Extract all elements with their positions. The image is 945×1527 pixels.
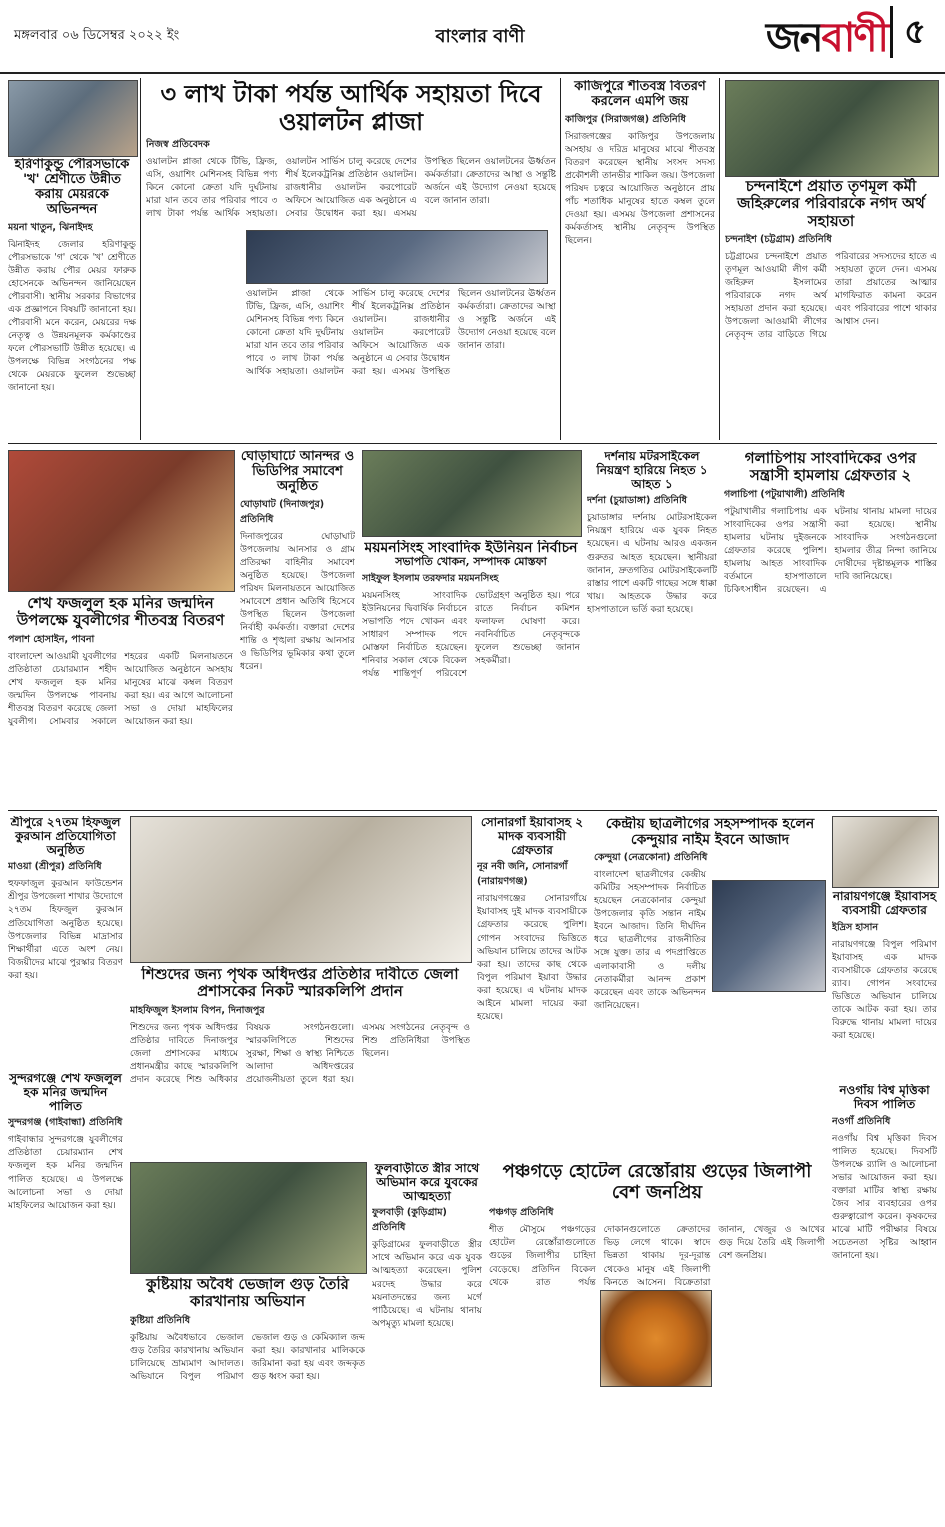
page-number: ৫ xyxy=(890,6,937,58)
article-byline: সুন্দরগঞ্জ (গাইবান্ধা) প্রতিনিধি xyxy=(8,1117,123,1129)
article-title: নারায়ণগঞ্জে ইয়াবাসহ ব্যবসায়ী গ্রেফতার xyxy=(832,890,937,917)
article-body: কুষ্টিয়ায় অবৈধভাবে ভেজাল গুড় তৈরির কারখানায় অভিযান চালিয়েছে ভ্রাম্যমাণ আদালত। অভিযানে বিপুল পরিমাণ ভেজাল গুড় ও কেমিক্যাল জব্দ করা হয়। কারখানার মালিককে জরিমানা করা হয় এবং জব্দকৃত গুড় ধ্বংস করা হয়। xyxy=(130,1332,365,1382)
article-title: দর্শনায় মটরসাইকেল নিয়ন্ত্রণ হারিয়ে নিহত ১ আহত ১ xyxy=(596,450,708,491)
article-byline: মাহফিজুল ইসলাম বিপন, দিনাজপুর xyxy=(130,1004,265,1016)
walton-event-photo xyxy=(246,230,548,284)
article-body: শীত মৌসুমে পঞ্চগড়ের হোটেল রেস্তোঁরাগুলোতে গুড়ের জিলাপীর চাহিদা বেড়েছে। প্রতিদিন বিকেল থেকে রাত পর্যন্ত দোকানগুলোতে ক্রেতাদের ভিড় লেগে থাকে। স্বাদে ভিন্নতা থাকায় দূর-দূরান্ত থেকেও মানুষ এই জিলাপী কিনতে আসেন। বিক্রেতারা জানান, খেজুর ও আখের গুড় দিয়ে তৈরি এই জিলাপী বেশ জনপ্রিয়। xyxy=(489,1225,825,1288)
article-kazipur xyxy=(565,80,715,440)
article-body: চুয়াডাঙ্গার দর্শনায় মোটরসাইকেল নিয়ন্ত্রণ হারিয়ে এক যুবক নিহত হয়েছেন। এ ঘটনায় আরও একজন গুরুতর আহত হয়েছেন। স্থানীয়রা জানান, দ্রুতগতির মোটরসাইকেলটি রাস্তার পাশে একটি গাছের সঙ্গে ধাক্কা খায়। আহতকে উদ্ধার করে হাসপাতালে ভর্তি করা হয়েছে। xyxy=(587,513,717,615)
article-kushtia xyxy=(130,1276,365,1519)
journalist-union-photo xyxy=(362,450,582,537)
article-title: কেন্দ্রীয় ছাত্রলীগের সহসম্পাদক হলেন কেন্দুয়ার নাইম ইবনে আজাদ xyxy=(605,816,815,849)
article-byline: নূর নবী জনি, সোনারগাঁ (নারায়ণগঞ্জ) xyxy=(477,861,568,888)
masthead xyxy=(0,0,945,74)
article-byline: পলাশ হোসাইন, পাবনা xyxy=(8,633,95,645)
article-body: ঝিনাইদহ জেলার হরিণাকুন্ডু পৌরসভাকে 'গ' থেকে 'খ' শ্রেণীতে উন্নীত করায় পৌর মেয়র ফারুক হোসেনকে অভিনন্দন জানিয়েছেন পৌরবাসী। স্থানীয় সরকার বিভাগের এক প্রজ্ঞাপনে বিষয়টি জানানো হয়। পৌরবাসী মনে করেন, মেয়রের দক্ষ নেতৃত্ব ও উন্নয়নমূলক কর্মকাণ্ডের ফলে পৌরসভাটি উন্নীত হয়েছে। এ উপলক্ষে বিভিন্ন সংগঠনের পক্ষ থেকে মেয়রকে ফুলেল শুভেচ্ছা জানানো হয়। xyxy=(8,239,136,394)
column-rule xyxy=(719,78,720,440)
article-title: নওগাঁয় বিশ্ব মৃত্তিকা দিবস পালিত xyxy=(839,1084,930,1111)
raid-photo xyxy=(130,1162,367,1274)
article-byline: নওগাঁ প্রতিনিধি xyxy=(832,1115,891,1127)
article-byline: সাইফুল ইসলাম তরফদার ময়মনসিংহ xyxy=(362,572,499,584)
newspaper-logo: জনবাণী xyxy=(765,15,887,61)
article-darshana xyxy=(587,450,717,805)
article-title: ময়মনসিংহ সাংবাদিক ইউনিয়ন নির্বাচন xyxy=(364,540,578,556)
article-body: নারায়ণগঞ্জের সোনারগাঁয়ে ইয়াবাসহ দুই মাদক ব্যবসায়ীকে গ্রেফতার করেছে পুলিশ। গোপন সংবাদের ভিত্তিতে অভিযান চালিয়ে তাদের আটক করা হয়। তাদের কাছ থেকে বিপুল পরিমাণ ইয়াবা উদ্ধার করা হয়েছে। এ ঘটনায় মাদক আইনে মামলা দায়ের করা হয়েছে। xyxy=(477,894,587,1022)
article-title: কাজিপুরে শীতবস্ত্র বিতরণ করলেন এমপি জয় xyxy=(574,80,706,109)
row-rule xyxy=(8,810,937,811)
article-byline: ময়না খাতুন, ঝিনাইদহ xyxy=(8,221,93,233)
article-harinakundu xyxy=(8,158,136,440)
article-title: ৩ লাখ টাকা পর্যন্ত আর্থিক সহায়তা দিবে ওয়ালটন প্লাজা xyxy=(160,80,542,136)
article-byline: দর্শনা (চুয়াডাঙ্গা) প্রতিনিধি xyxy=(587,495,687,507)
section-title: বাংলার বাণী xyxy=(435,26,525,47)
jubo-league-photo xyxy=(8,450,235,592)
article-chandanaish xyxy=(725,178,937,440)
article-byline: নিজস্ব প্রতিবেদক xyxy=(146,139,210,151)
column-rule xyxy=(560,78,561,440)
article-body: চট্টগ্রামের চন্দনাইশে প্রয়াত তৃণমূল আওয়ামী লীগ কর্মী জহিরুল ইসলামের পরিবারকে নগদ অর্থ সহায়তা প্রদান করা হয়েছে। উপজেলা আওয়ামী লীগের নেতৃবৃন্দ তার বাড়িতে গিয়ে পরিবারের সদস্যদের হাতে এ সহায়তা তুলে দেন। এসময় তারা প্রয়াতের আত্মার মাগফিরাত কামনা করেন এবং পরিবারের পাশে থাকার আশ্বাস দেন। xyxy=(725,251,937,341)
article-title: সোনারগাঁ ইয়াবাসহ ২ মাদক ব্যবসায়ী গ্রেফতার xyxy=(480,816,584,857)
article-narayanganj xyxy=(832,890,937,1080)
article-ghoraghat xyxy=(240,450,355,805)
article-dinajpur xyxy=(130,966,470,1156)
jilapi-photo xyxy=(600,1290,712,1387)
column-rule xyxy=(140,78,141,440)
mayor-photo xyxy=(8,80,138,157)
article-sreepur xyxy=(8,816,123,1066)
article-body: পটুয়াখালীর গলাচিপায় এক সাংবাদিকের ওপর সন্ত্রাসী হামলার ঘটনায় দুইজনকে গ্রেফতার করেছে পুলিশ। হামলায় আহত সাংবাদিক বর্তমানে হাসপাতালে চিকিৎসাধীন রয়েছেন। এ ঘটনায় থানায় মামলা দায়ের করা হয়েছে। স্থানীয় সাংবাদিক সংগঠনগুলো হামলার তীব্র নিন্দা জানিয়ে দোষীদের দৃষ্টান্তমূলক শাস্তির দাবি জানিয়েছে। xyxy=(724,506,937,595)
seized-yaba-photo xyxy=(832,816,939,888)
article-byline: গলাচিপা (পটুয়াখালী) প্রতিনিধি xyxy=(724,488,845,500)
chandanaish-photo xyxy=(725,80,939,177)
article-byline: মাওয়া (শ্রীপুর) প্রতিনিধি xyxy=(8,861,102,873)
article-title: কুষ্টিয়ায় অবৈধ ভেজাল গুড় তৈরি কারখানায় অভিযান xyxy=(146,1276,349,1311)
article-fulbari xyxy=(372,1162,482,1519)
article-body: শিশুদের জন্য পৃথক অধিদপ্তর প্রতিষ্ঠার দাবিতে দিনাজপুর জেলা প্রশাসকের মাধ্যমে প্রধানমন্ত্রীর কাছে স্মারকলিপি প্রদান করেছে শিশু অধিকার বিষয়ক সংগঠনগুলো। স্মারকলিপিতে শিশুদের সুরক্ষা, শিক্ষা ও স্বাস্থ্য নিশ্চিতে আলাদা অধিদপ্তরের প্রয়োজনীয়তা তুলে ধরা হয়। এসময় সংগঠনের নেতৃবৃন্দ ও শিশু প্রতিনিধিরা উপস্থিত ছিলেন। xyxy=(130,1022,470,1085)
article-title: শিশুদের জন্য পৃথক অধিদপ্তর প্রতিষ্ঠার দাবীতে জেলা প্রশাসকের নিকট স্মারকলিপি প্রদান xyxy=(141,966,459,1001)
article-body: নারায়ণগঞ্জে বিপুল পরিমাণ ইয়াবাসহ এক মাদক ব্যবসায়ীকে গ্রেফতার করেছে র‍্যাব। গোপন সংবাদের ভিত্তিতে অভিযান চালিয়ে তাকে আটক করা হয়। তার বিরুদ্ধে থানায় মামলা দায়ের করা হয়েছে। xyxy=(832,939,937,1041)
article-body: দিনাজপুরের ঘোড়াঘাট উপজেলায় আনসার ও গ্রাম প্রতিরক্ষা বাহিনীর সমাবেশ অনুষ্ঠিত হয়েছে। উপজেলা পরিষদ মিলনায়তনে আয়োজিত সমাবেশে প্রধান অতিথি হিসেবে উপস্থিত ছিলেন উপজেলা নির্বাহী কর্মকর্তা। বক্তারা দেশের শান্তি ও শৃঙ্খলা রক্ষায় আনসার ও ভিডিপির ভূমিকার কথা তুলে ধরেন। xyxy=(240,531,355,673)
article-body: কুড়িগ্রামের ফুলবাড়ীতে স্ত্রীর সাথে অভিমান করে এক যুবক আত্মহত্যা করেছেন। পুলিশ মরদেহ উদ্ধার করে ময়নাতদন্তের জন্য মর্গে পাঠিয়েছে। এ ঘটনায় থানায় অপমৃত্যু মামলা হয়েছে। xyxy=(372,1240,482,1329)
article-body: ওয়ালটন প্লাজা থেকে টিভি, ফ্রিজ, এসি, ওয়াশিং মেশিনসহ বিভিন্ন পণ্য কিনে কোনো ক্রেতা যদি দুর্ঘটনায় মারা যান তবে তার পরিবার পাবে ৩ লাখ টাকা পর্যন্ত আর্থিক সহায়তা। ওয়ালটন সার্ভিস চালু করেছে দেশের শীর্ষ ইলেকট্রনিক্স প্রতিষ্ঠান ওয়ালটন। রাজধানীর ওয়ালটন করপোরেট অফিসে আয়োজিত এক অনুষ্ঠানে এ সেবার উদ্বোধন করা হয়। এসময় উপস্থিত ছিলেন ওয়ালটনের ঊর্ধ্বতন কর্মকর্তারা। ক্রেতাদের আস্থা ও সন্তুষ্টি অর্জনে এই উদ্যোগ নেওয়া হয়েছে বলে জানান তারা। xyxy=(146,157,556,220)
article-title: শেখ ফজলুল হক মনির জন্মদিন উপলক্ষে যুবলীগের শীতবস্ত্র বিতরণ xyxy=(16,595,225,630)
article-body: বাংলাদেশ ছাত্রলীগের কেন্দ্রীয় কমিটির সহসম্পাদক নির্বাচিত হয়েছেন নেত্রকোনার কেন্দুয়া উপজেলার কৃতি সন্তান নাইম ইবনে আজাদ। তিনি দীর্ঘদিন ধরে ছাত্রলীগের রাজনীতির সঙ্গে যুক্ত। তার এ পদপ্রাপ্তিতে এলাকাবাসী ও দলীয় নেতাকর্মীরা আনন্দ প্রকাশ করেছেন এবং তাকে অভিনন্দন জানিয়েছেন। xyxy=(594,870,706,1011)
article-byline: ঘোড়াঘাট (দিনাজপুর) প্রতিনিধি xyxy=(240,498,325,525)
article-byline: কাজিপুর (সিরাজগঞ্জ) প্রতিনিধি xyxy=(565,113,686,125)
article-title: পঞ্চগড়ে হোটেল রেস্তোঁরায় গুড়ের জিলাপী বেশ জনপ্রিয় xyxy=(502,1162,812,1203)
article-title: হরিণাকুন্ডু পৌরসভাকে 'খ' শ্রেণীতে উন্নীত করায় মেয়রকে অভিনন্দন xyxy=(14,158,130,217)
article-body: নওগাঁয় বিশ্ব মৃত্তিকা দিবস পালিত হয়েছে। দিবসটি উপলক্ষে র‍্যালি ও আলোচনা সভার আয়োজন করা হয়। বক্তারা মাটির স্বাস্থ্য রক্ষায় জৈব সার ব্যবহারের ওপর গুরুত্বারোপ করেন। কৃষকদের মাঝে মাটি পরীক্ষার বিষয়ে সচেতনতা সৃষ্টির আহ্বান জানানো হয়। xyxy=(832,1133,937,1262)
article-title: ঘোড়াঘাটে আনন্দর ও ভিডিপির সমাবেশ অনুষ্ঠিত xyxy=(240,450,355,494)
article-byline: কেন্দুয়া (নেত্রকোনা) প্রতিনিধি xyxy=(594,852,708,864)
article-byline: কুষ্টিয়া প্রতিনিধি xyxy=(130,1314,191,1326)
article-mymensingh xyxy=(362,540,580,805)
article-walton-continued: ওয়ালটন প্লাজা থেকে টিভি, ফ্রিজ, এসি, ওয়াশিং মেশিনসহ বিভিন্ন পণ্য কিনে কোনো ক্রেতা যদি দুর্ঘটনায় মারা যান তবে তার পরিবার পাবে ৩ লাখ টাকা পর্যন্ত আর্থিক সহায়তা। ওয়ালটন সার্ভিস চালু করেছে দেশের শীর্ষ ইলেকট্রনিক্স প্রতিষ্ঠান ওয়ালটন। রাজধানীর ওয়ালটন করপোরেট অফিসে আয়োজিত এক অনুষ্ঠানে এ সেবার উদ্বোধন করা হয়। এসময় উপস্থিত ছিলেন ওয়ালটনের ঊর্ধ্বতন কর্মকর্তারা। ক্রেতাদের আস্থা ও সন্তুষ্টি অর্জনে এই উদ্যোগ নেওয়া হয়েছে বলে জানান তারা। xyxy=(246,289,556,378)
article-title: সুন্দরগঞ্জে শেখ ফজলুল হক মনির জন্মদিন পালিত xyxy=(9,1072,122,1113)
article-byline: ফুলবাড়ী (কুড়িগ্রাম) প্রতিনিধি xyxy=(372,1207,447,1234)
article-pabna xyxy=(8,595,233,805)
article-subtitle: সভাপতি খোকন, সম্পাদক মোস্তফা xyxy=(395,555,547,569)
article-sonargaon xyxy=(477,816,587,1156)
article-title: শ্রীপুরে ২৭তম হিফজুল কুরআন প্রতিযোগিতা অনুষ্ঠিত xyxy=(10,816,121,857)
article-body: ময়মনসিংহ সাংবাদিক ইউনিয়নের দ্বিবার্ষিক নির্বাচনে সভাপতি পদে খোকন এবং সাধারণ সম্পাদক পদে মোস্তফা নির্বাচিত হয়েছেন। শনিবার সকাল থেকে বিকেল পর্যন্ত শান্তিপূর্ণ পরিবেশে ভোটগ্রহণ অনুষ্ঠিত হয়। পরে রাতে নির্বাচন কমিশন ফলাফল ঘোষণা করে। নবনির্বাচিত নেতৃবৃন্দকে ফুলেল শুভেচ্ছা জানান সহকর্মীরা। xyxy=(362,590,580,680)
article-body: বাংলাদেশ আওয়ামী যুবলীগের প্রতিষ্ঠাতা চেয়ারম্যান শহীদ শেখ ফজলুল হক মনির জন্মদিন উপলক্ষে পাবনায় শীতবস্ত্র বিতরণ করেছে জেলা যুবলীগ। সোমবার সকালে শহরের একটি মিলনায়তনে আয়োজিত অনুষ্ঠানে অসহায় মানুষের মাঝে কম্বল বিতরণ করা হয়। এর আগে আলোচনা সভা ও দোয়া মাহফিলের আয়োজন করা হয়। xyxy=(8,651,233,727)
issue-date: মঙ্গলবার ০৬ ডিসেম্বর ২০২২ ইং xyxy=(14,28,180,43)
memorandum-photo xyxy=(130,816,472,963)
article-title: ফুলবাড়ীতে স্ত্রীর সাথে অভিমান করে যুবকের আত্মহত্যা xyxy=(374,1162,480,1203)
article-title: গলাচিপায় সাংবাদিকের ওপর সন্ত্রাসী হামলায় গ্রেফতার ২ xyxy=(744,450,917,485)
article-byline: ইদ্রিস হাসান xyxy=(832,921,879,933)
article-body: সিরাজগঞ্জের কাজিপুর উপজেলায় অসহায় ও দরিদ্র মানুষের মাঝে শীতবস্ত্র বিতরণ করেছেন স্থানীয় সংসদ সদস্য প্রকৌশলী তানভীর শাকিল জয়। উপজেলা পরিষদ চত্বরে আয়োজিত অনুষ্ঠানে প্রায় পাঁচ শতাধিক মানুষের হাতে কম্বল তুলে দেওয়া হয়। এসময় উপজেলা প্রশাসনের কর্মকর্তাসহ স্থানীয় নেতৃবৃন্দ উপস্থিত ছিলেন। xyxy=(565,131,715,247)
article-title: চন্দনাইশে প্রয়াত তৃণমূল কর্মী জহিরুলের পরিবারকে নগদ অর্থ সহায়তা xyxy=(737,178,925,230)
row-rule xyxy=(8,443,937,444)
article-sundarganj xyxy=(8,1072,123,1519)
article-body: গাইবান্ধার সুন্দরগঞ্জে যুবলীগের প্রতিষ্ঠাতা চেয়ারম্যান শেখ ফজলুল হক মনির জন্মদিন পালিত হয়েছে। এ উপলক্ষে আলোচনা সভা ও দোয়া মাহফিলের আয়োজন করা হয়। xyxy=(8,1135,123,1211)
article-body: হুফফাজুল কুরআন ফাউন্ডেশন শ্রীপুর উপজেলা শাখার উদ্যোগে ২৭তম হিফজুল কুরআন প্রতিযোগিতা অনুষ্ঠিত হয়েছে। উপজেলার বিভিন্ন মাদ্রাসার শিক্ষার্থীরা এতে অংশ নেয়। বিজয়ীদের মাঝে পুরস্কার বিতরণ করা হয়। xyxy=(8,879,123,981)
article-byline: চন্দনাইশ (চট্টগ্রাম) প্রতিনিধি xyxy=(725,233,832,245)
article-naogaon xyxy=(832,1084,937,1519)
article-byline: পঞ্চগড় প্রতিনিধি xyxy=(489,1207,554,1219)
article-galachipa xyxy=(724,450,937,805)
naim-portrait xyxy=(712,880,826,992)
